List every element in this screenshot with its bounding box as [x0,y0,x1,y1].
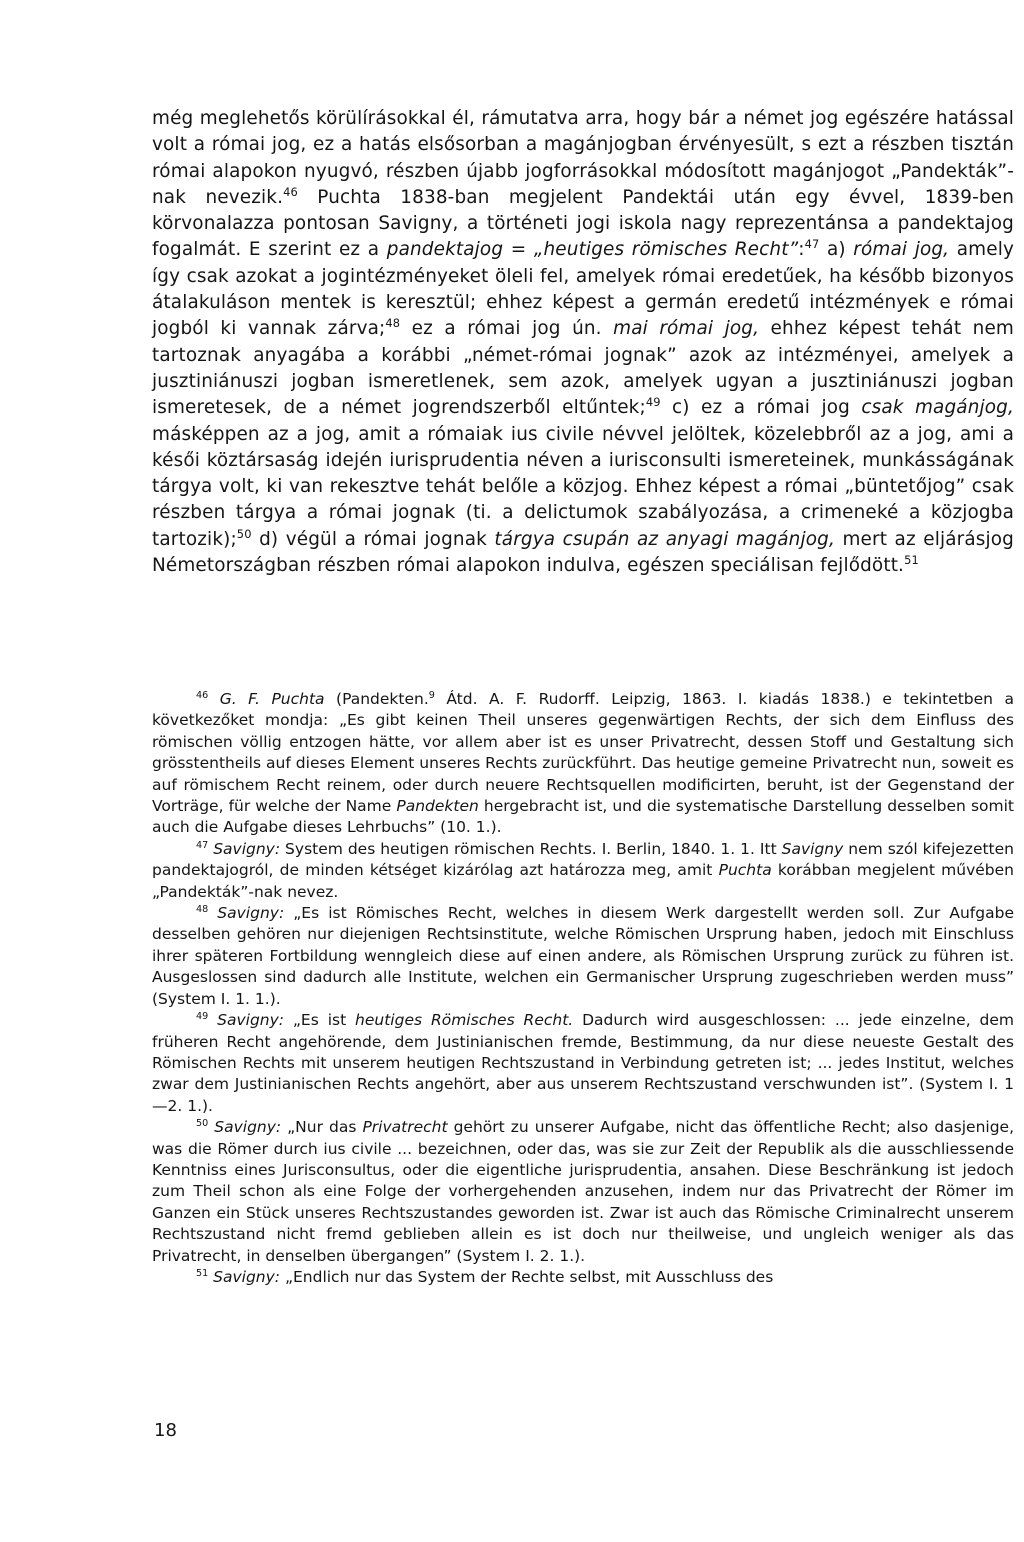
page-number: 18 [154,1420,177,1441]
footnote-emphasis: Pandekten [396,797,479,816]
emphasis-text: tárgya csupán az anyagi magánjog, [494,528,835,550]
edition-superscript: 9 [428,689,435,701]
text-run: ehhez képest tehát nem tartoznak anyagába a korábbi „német-római jognak” azok az intézményei, amelyek a jusztiniánuszi jogban ismeretlenek, sem azok, amelyek ugyan a jusztiniánuszi jogban ismeretesek, de a német jogrendszerből eltűntek; [152,318,1014,419]
emphasis-text: pandektajog = „heutiges römisches Recht” [386,239,799,261]
text-run: c) ez a római jog [660,397,862,419]
footnote-text: „Endlich nur das System der Rechte selbst, mit Ausschluss des [280,1267,774,1286]
footnote-emphasis: Puchta [718,861,772,880]
main-text-block [152,106,1014,579]
footnote-author: Savigny: [213,839,281,858]
text-run: másképpen az a jog, amit a rómaiak ius civile névvel jelöltek, közelebbről az a jog, ami a késői köztársaság idején iurisprudentia néven a iurisconsulti ismereteinek, munkásságának tárgya volt, ki van rekesztve tehát belőle a közjog. Ehhez képest a római „büntetőjog” csak részben tárgya a római jognak (ti. a delictumok szabályozása, a crimeneké a közjogba tartozik); [152,423,1014,550]
footnote-ref-47: 47 [804,237,820,252]
footnote-number: 50 [196,1117,209,1129]
text-run: mert az eljárásjog Németországban részben római alapokon indulva, egészen speciálisan fejlődött. [152,528,1014,577]
footnote-author: Savigny: [217,904,285,923]
footnote-author: G. F. Puchta [219,690,325,708]
text-run: a) [819,239,854,261]
footnote-ref-46: 46 [283,184,298,199]
footnote-text: hergebracht ist, und die systematische Darstellung desselben somit auch die Aufgabe dieses Lehrbuchs” (10. 1.). [152,797,1014,837]
text-run: : [798,239,805,261]
footnote-text: nem szól kifejezetten pandektajogról, de minden kétséget kizárólag azt határozza meg, amit [152,839,1014,880]
footnote-47 [152,839,1014,903]
text-run: d) végül a római jognak [251,528,495,550]
text-run: Puchta 1838-ban megjelent Pandektái után egy évvel, 1839-ben körvonalazza pontosan Savigny, a történeti jogi iskola nagy reprezentánsa a pandektajog fogalmát. E szerint ez a [152,186,1014,261]
main-paragraph [152,106,1014,579]
footnote-number: 46 [196,689,209,701]
footnote-ref-49: 49 [645,395,661,410]
footnote-ref-50: 50 [236,526,252,541]
footnotes-block [152,689,1014,1288]
text-run: még meglehetős körülírásokkal él, rámutatva arra, hogy bár a német jog egészére hatással volt a római jog, ez a hatás elsősorban a magánjogban érvényesült, s ezt a részben tisztán római alapokon nyugvó, részben újabb jogforrásokkal módosított magánjogot „Pandekták”-nak nevezik. [152,108,1014,208]
footnote-author: Savigny: [214,1118,282,1137]
footnote-text: korábban megjelent művében „Pandekták”-nak nevez. [152,861,1014,901]
footnote-number: 51 [196,1267,209,1279]
footnote-48 [152,903,1014,1010]
emphasis-text: mai római jog, [613,318,760,340]
footnote-51 [152,1267,1014,1288]
footnote-emphasis: Savigny [781,839,844,858]
footnote-emphasis: heutiges Römisches Recht. [355,1011,574,1030]
text-run: amely így csak azokat a jogintézményeket öleli fel, amelyek római eredetűek, ha később bizonyos átalakuláson mentek is keresztül; ehhez képest a germán eredetű intézmények e római jogból ki vannak zárva; [152,239,1014,340]
footnote-text: „Es ist [284,1011,356,1030]
footnote-text: (Pandekten. [324,690,429,708]
footnote-number: 47 [196,839,209,851]
emphasis-text: római jog, [853,239,950,261]
footnote-ref-51: 51 [904,552,919,567]
footnote-text: „Nur das [281,1118,363,1137]
footnote-text: Átd. A. F. Rudorff. Leipzig, 1863. I. kiadás 1838.) e tekintetben a következőket mondja: „Es gibt keinen Theil unseres gegenwärtigen Rechts, der sich dem Einfluss des römischen völlig entzogen hätte, vor allem aber ist es unser Privatrecht, dessen Stoff und Gestaltung sich grösstentheils auf dieses Element unseres Rechts zurückführt. Das heutige gemeine Privatrecht nun, soweit es auf römischem Recht reinem, oder durch neuere Rechtsquellen modificirten, beruht, ist der Gegenstand der Vorträge, für welche der Name [152,690,1014,816]
footnote-text: Dadurch wird ausgeschlossen: ... jede einzelne, dem früheren Recht angehörende, dem Justinianischen fremde, Bestimmung, da nur diese neueste Gestalt des Römischen Rechts mit unserem heutigen Rechtszustand in Verbindung getreten ist; ... jedes Institut, welches zwar dem Justinianischen Rechts angehört, aber aus unserem Rechtszustand verschwunden ist”. (System I. 1—2. 1.). [152,1011,1014,1115]
footnote-text: „Es ist Römisches Recht, welches in diesem Werk dargestellt werden soll. Zur Aufgabe desselben gehören nur diejenigen Rechtsinstitute, welche Römischen Ursprung haben, jedoch mit Einschluss ihrer späteren Fortbildung wenngleich diese auf einen andere, als Römischen Ursprung zurück zu führen ist. Ausgeslossen sind dadurch alle Institute, welchen ein Germanischer Ursprung zugeschrieben werden muss” (System I. 1. 1.). [152,904,1014,1008]
footnote-ref-48: 48 [385,316,401,331]
footnote-46 [152,689,1014,839]
footnote-49 [152,1010,1014,1117]
footnote-author: Savigny: [217,1011,284,1030]
footnote-number: 49 [196,1010,209,1022]
text-run: ez a római jog ún. [400,318,614,340]
footnote-text: gehört zu unserer Aufgabe, nicht das öffentliche Recht; also dasjenige, was die Römer durch ius civile ... bezeichnen, oder das, was sie zur Zeit der Republik als die ausschliessende Kenntniss eines Jurisconsultus, oder die eigentliche jurisprudentia, ansahen. Diese Beschränkung ist jedoch zum Theil schon als eine Folge der vorhergehenden anzusehen, indem nur das Privatrecht der Römer im Ganzen ein Stück unseres Rechtszustandes geworden ist. Zwar ist auch das Römische Criminalrecht unserem Rechtszustand nicht fremd geblieben allein es ist doch nur theilweise, und ungleich weniger als das Privatrecht, in denselben übergangen” (System I. 2. 1.). [152,1118,1015,1265]
emphasis-text: csak magánjog, [861,397,1014,419]
footnote-number: 48 [196,903,209,915]
footnote-emphasis: Privatrecht [362,1118,448,1137]
footnote-text: System des heutigen römischen Rechts. I. Berlin, 1840. 1. 1. Itt [280,839,782,858]
footnote-author: Savigny: [213,1267,281,1286]
footnote-50 [152,1117,1014,1267]
